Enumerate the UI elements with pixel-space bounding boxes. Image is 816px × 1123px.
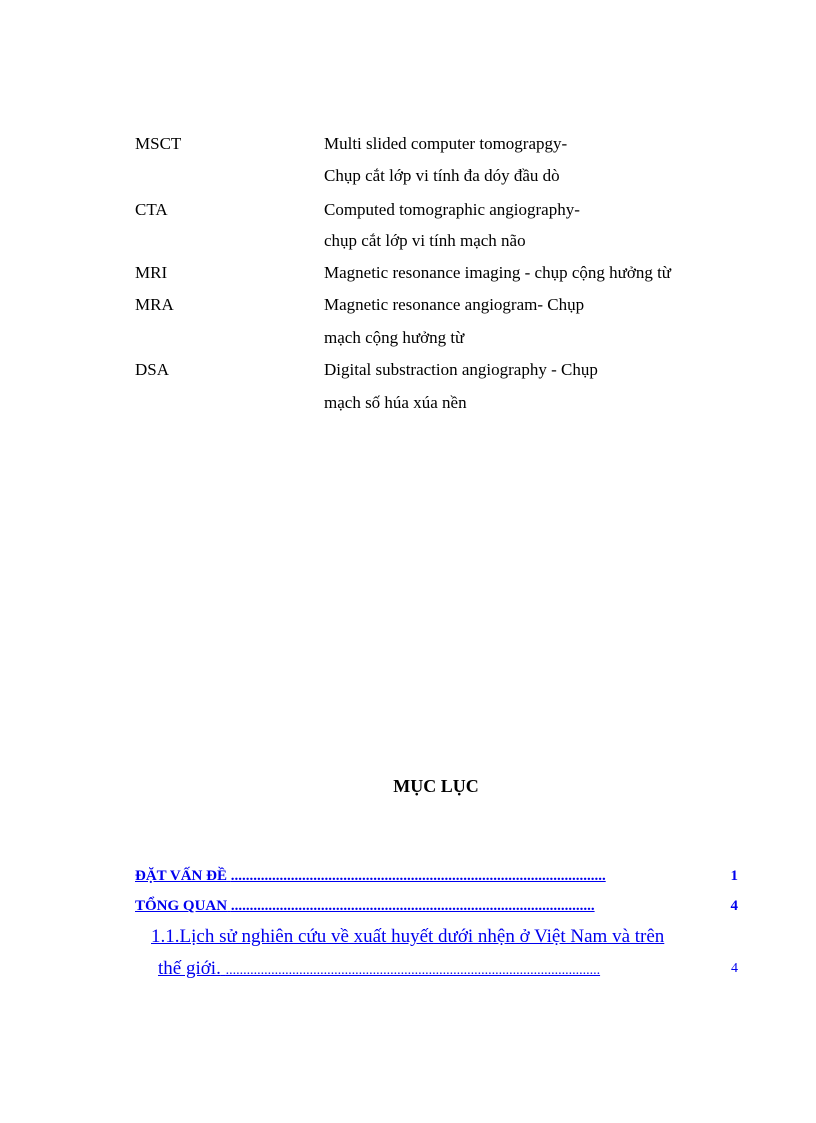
toc-entry-label: thế giới. bbox=[158, 958, 221, 979]
toc-entry-dots: ........................................................................................................... bbox=[225, 963, 601, 978]
abbr-row-msct-cont bbox=[0, 163, 816, 189]
abbr-row-dsa bbox=[0, 357, 816, 383]
abbr-row-mra-cont bbox=[0, 325, 816, 351]
abbr-definition: Chụp cắt lớp vi tính đa dóy đầu dò bbox=[324, 166, 560, 185]
abbr-row-cta bbox=[0, 197, 816, 223]
toc-entry-1-1-cont[interactable] bbox=[158, 954, 738, 984]
toc-entry-page: 4 bbox=[730, 894, 739, 918]
toc-entry-dat-van-de[interactable] bbox=[135, 864, 738, 888]
abbr-term: DSA bbox=[135, 360, 170, 379]
abbr-definition: mạch cộng hưởng từ bbox=[324, 328, 465, 347]
abbr-term: MRI bbox=[135, 263, 168, 282]
abbr-row-dsa-cont bbox=[0, 390, 816, 416]
abbr-definition: mạch số húa xúa nền bbox=[324, 393, 467, 412]
abbr-row-mri bbox=[0, 260, 816, 286]
toc-entry-label: TỔNG QUAN bbox=[135, 898, 228, 914]
toc-title: MỤC LỤC bbox=[393, 776, 479, 796]
abbr-definition: chụp cắt lớp vi tính mạch não bbox=[324, 231, 526, 250]
abbr-definition: Digital substraction angiography - Chụp bbox=[324, 360, 598, 379]
toc-entry-label: ĐẶT VẤN ĐỀ bbox=[135, 868, 227, 884]
toc-entry-page: 4 bbox=[730, 954, 738, 984]
toc-entry-page: 1 bbox=[730, 864, 739, 888]
abbr-term: CTA bbox=[135, 200, 168, 219]
toc-entry-1-1[interactable] bbox=[151, 922, 745, 952]
abbr-row-msct bbox=[0, 131, 816, 157]
abbr-term: MRA bbox=[135, 295, 174, 314]
toc-entry-label: 1.1.Lịch sử nghiên cứu về xuất huyết dưới nhện ở Việt Nam và trên bbox=[151, 926, 665, 947]
abbr-definition: Computed tomographic angiography- bbox=[324, 200, 580, 219]
toc-entry-dots: .................................................................................................... bbox=[230, 868, 606, 884]
abbr-row-mra bbox=[0, 292, 816, 318]
toc-entry-tong-quan[interactable] bbox=[135, 894, 738, 918]
abbr-row-cta-cont bbox=[0, 228, 816, 254]
abbr-term: MSCT bbox=[135, 134, 182, 153]
abbr-definition: Magnetic resonance imaging - chụp cộng hưởng từ bbox=[324, 263, 672, 282]
toc-entry-dots: ................................................................................................. bbox=[230, 898, 595, 914]
abbr-definition: Multi slided computer tomograpgy- bbox=[324, 134, 568, 153]
abbr-definition: Magnetic resonance angiogram- Chụp bbox=[324, 295, 585, 314]
